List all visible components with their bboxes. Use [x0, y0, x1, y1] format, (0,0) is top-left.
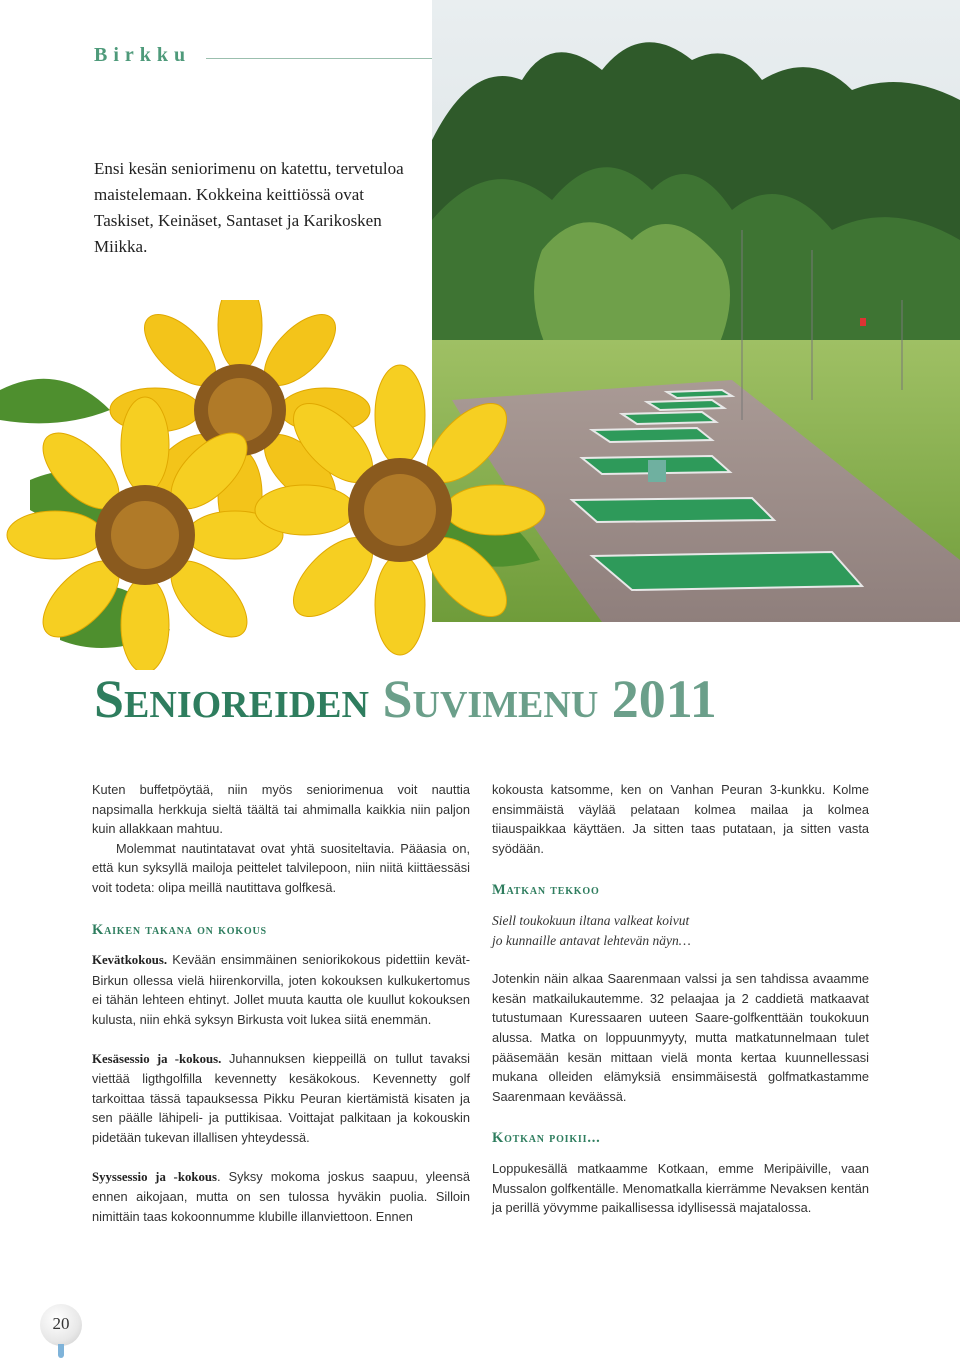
paragraph-lead: Syyssessio ja -kokous — [92, 1169, 217, 1184]
section-heading: Kotkan poikii... — [492, 1130, 601, 1147]
page-number: 20 — [52, 1314, 70, 1333]
header-rule — [206, 58, 432, 59]
page-header — [94, 44, 434, 74]
poem-line: jo kunnaille antavat lehtevän näyn… — [492, 932, 691, 948]
paragraph — [92, 1049, 470, 1148]
magazine-title: Birkku — [94, 44, 192, 66]
paragraph-body: Kevään ensimmäinen seniorikokous pidettiin kevät-Birkun ollessa vielä hiirenkorvilla, joten kokouksen kulkukertomus ei tähän lehteen ehtinyt. Jollet muuta kautta ole kuullut kokouksen kulusta, niin ehkä syksyn Birkusta voit lukea siitä enemmän. — [92, 952, 470, 1027]
right-column — [492, 780, 869, 1218]
title-part-1: Senioreiden — [94, 669, 369, 729]
paragraph-body: . Syksy mokoma joskus saapuu, yleensä ennen aikojaan, mutta on sen tulossa hyväkin puolia. Silloin nimittäin taas kokoonnumme klubille illanviettoon. Ennen — [92, 1168, 470, 1224]
golf-ball-icon — [40, 1304, 82, 1346]
golf-tee-icon — [58, 1344, 64, 1358]
intro-text: Ensi kesän seniorimenu on katettu, tervetuloa maistelemaan. Kokkeina keittiössä ovat Taskiset, Keinäset, Santaset ja Karikosken Miikka. — [94, 159, 404, 256]
sunflowers-illustration — [0, 300, 560, 670]
poem-line: Siell toukokuun iltana valkeat koivut — [492, 912, 690, 928]
paragraph: Kuten buffetpöytää, niin myös seniorimenua voit nauttia napsimalla herkkuja sieltä täältä tai ahmimalla kaikkia niin paljon kuin allakkaan mahtuu. — [92, 782, 470, 837]
section-heading: Matkan tekkoo — [492, 882, 600, 899]
title-part-2: Suvimenu 2011 — [382, 669, 717, 729]
paragraph: kokousta katsomme, ken on Vanhan Peuran 3-kunkku. Kolme ensimmäistä väylää pelataan kolmea mailaa ja kolmea tiiauspaikkaa käyttäen. Ja sitten taas putataan, ja sitten vasta syödään. — [492, 782, 869, 856]
paragraph: Loppukesällä matkaamme Kotkaan, emme Meripäiville, vaan Mussalon golfkentälle. Menomatkalla kierrämme Nevaksen kentän ja perillä yövymme paikallisessa idyllisessä majatalossa. — [492, 1160, 869, 1216]
paragraph-body: Juhannuksen kieppeillä on tullut tavaksi viettää ligthgolfilla kevennetty kesäkokous. Kevennetty golf tarkoittaa tässä tapauksessa Pikku Peuran kiertämistä kisaten ja sen päälle lähipeli- ja puttikisaa. Voittajat palkitaan ja kokouskin pidetään tukevan illallisen yhteydessä. — [92, 1050, 471, 1145]
paragraph — [92, 950, 470, 1029]
paragraph-lead: Kesäsessio ja -kokous. — [92, 1051, 222, 1066]
left-column — [92, 780, 470, 1226]
paragraph — [92, 1167, 470, 1227]
section-heading: Kaiken takana on kokous — [92, 921, 267, 938]
paragraph-lead: Kevätkokous. — [92, 953, 168, 968]
paragraph: Molemmat nautintatavat ovat yhtä suositeltavia. Pääasia on, että kun syksyllä mailoja peittelet talvilepoon, niin niitä kiittäessäsi voit todeta: olipa meillä nautittava golfkesä. — [92, 840, 470, 895]
paragraph: Jotenkin näin alkaa Saarenmaan valssi ja sen tahdissa avaamme kesän matkailukautemme. 32 pelaajaa ja 2 caddietä matkaavat tutustumaan Kuressaaren uuteen Saare-golfkenttään toukokuun alussa. Matka on loppuunmyyty, mutta matkatunnelmaan tulet pääsemään kesän mittaan vielä monta kertaa kuunnellessasi mukana olleiden elämyksiä ensimmäisestä golfmatkastamme Saarenmaan keväässä. — [492, 971, 869, 1104]
article-title — [94, 664, 894, 734]
